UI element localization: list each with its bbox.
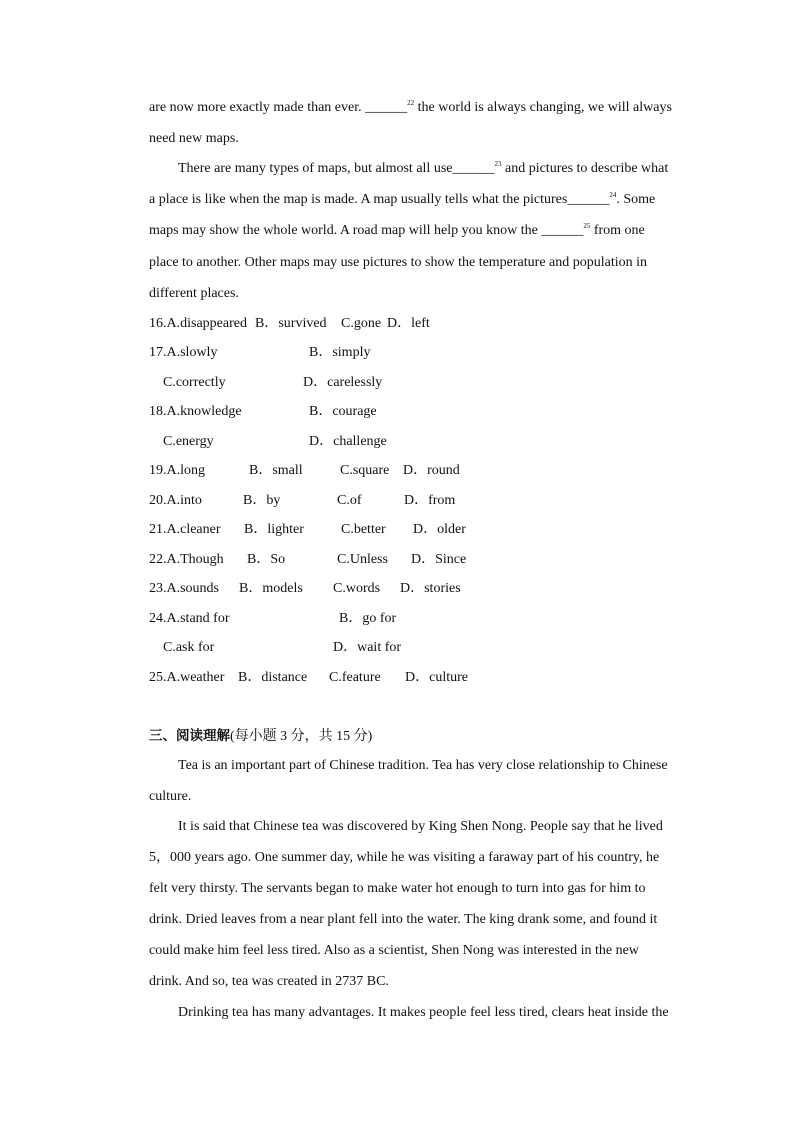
option-b: B．models <box>239 581 303 596</box>
option-d: D．Since <box>411 552 467 567</box>
option-a: 21.A.cleaner <box>149 522 221 537</box>
passage-line: drink. And so, tea was created in 2737 BC. <box>149 974 389 989</box>
text-run: There are many types of maps, but almost all use______ <box>178 161 495 176</box>
option-c: C.better <box>341 522 386 537</box>
option-a: 25.A.weather <box>149 670 225 685</box>
option-c: C.correctly <box>163 375 226 390</box>
option-d: D．wait for <box>333 640 402 655</box>
blank-number: 24 <box>609 191 617 199</box>
passage-line: different places. <box>149 286 239 301</box>
option-a: 16.A.disappeared <box>149 316 247 331</box>
passage-line: Tea is an important part of Chinese tradition. Tea has very close relationship to Chinese <box>178 758 668 773</box>
text-run: are now more exactly made than ever. ______ <box>149 100 408 115</box>
text-run: and pictures to describe what <box>501 161 669 176</box>
option-a: 18.A.knowledge <box>149 404 242 419</box>
text-run: the world is always changing, we will always <box>414 100 672 115</box>
text-run: . Some <box>616 192 656 207</box>
passage-line: felt very thirsty. The servants began to make water hot enough to turn into gas for him to <box>149 881 646 896</box>
option-d: D．from <box>404 493 456 508</box>
passage-line: drink. Dried leaves from a near plant fell into the water. The king drank some, and found it <box>149 912 658 927</box>
passage-line: It is said that Chinese tea was discovered by King Shen Nong. People say that he lived <box>178 819 663 834</box>
passage-line: 5，000 years ago. One summer day, while he was visiting a faraway part of his country, he <box>149 850 660 865</box>
passage-line <box>149 222 645 240</box>
section-title: 三、阅读理解 <box>149 728 230 744</box>
passage-line: could make him feel less tired. Also as a scientist, Shen Nong was interested in the new <box>149 943 639 958</box>
option-b: B．go for <box>339 611 397 626</box>
option-a: 17.A.slowly <box>149 345 218 360</box>
text-run: maps may show the whole world. A road map will help you know the ______ <box>149 223 584 238</box>
option-a: 19.A.long <box>149 463 205 478</box>
option-c: C.Unless <box>337 552 388 567</box>
section-note: (每小题 3 分，共 15 分) <box>230 729 373 744</box>
option-b: B．distance <box>238 670 308 685</box>
option-a: 23.A.sounds <box>149 581 220 596</box>
option-a: 22.A.Though <box>149 552 224 567</box>
option-d: D．stories <box>400 581 461 596</box>
option-c: C.square <box>340 463 390 478</box>
option-d: D．left <box>387 316 430 331</box>
option-d: D．challenge <box>309 434 387 449</box>
option-b: B．So <box>247 552 286 567</box>
option-b: B．small <box>249 463 303 478</box>
option-d: D．carelessly <box>303 375 383 390</box>
blank-number: 25 <box>583 222 591 230</box>
option-c: C.energy <box>163 434 214 449</box>
passage-line: place to another. Other maps may use pictures to show the temperature and population in <box>149 255 648 270</box>
passage-line <box>149 191 655 209</box>
passage-line: Drinking tea has many advantages. It makes people feel less tired, clears heat inside the <box>178 1005 669 1020</box>
text-run: from one <box>590 223 645 238</box>
option-c: C.of <box>337 493 362 508</box>
option-a: 24.A.stand for <box>149 611 230 626</box>
passage-line: need new maps. <box>149 131 239 146</box>
blank-number: 23 <box>494 160 502 168</box>
text-run: a place is like when the map is made. A map usually tells what the pictures______ <box>149 192 610 207</box>
option-d: D．round <box>403 463 460 478</box>
option-a: 20.A.into <box>149 493 202 508</box>
option-d: D．older <box>413 522 466 537</box>
passage-line <box>178 160 668 178</box>
option-b: B．survived <box>255 316 327 331</box>
option-c: C.words <box>333 581 381 596</box>
passage-line <box>149 99 672 117</box>
option-d: D．culture <box>405 670 468 685</box>
option-c: C.gone <box>341 316 382 331</box>
option-c: C.feature <box>329 670 381 685</box>
section-heading <box>149 727 372 746</box>
passage-line: culture. <box>149 789 192 804</box>
option-b: B．simply <box>309 345 371 360</box>
option-c: C.ask for <box>163 640 215 655</box>
option-b: B．by <box>243 493 281 508</box>
option-b: B．courage <box>309 404 377 419</box>
option-b: B．lighter <box>244 522 304 537</box>
blank-number: 22 <box>407 99 415 107</box>
